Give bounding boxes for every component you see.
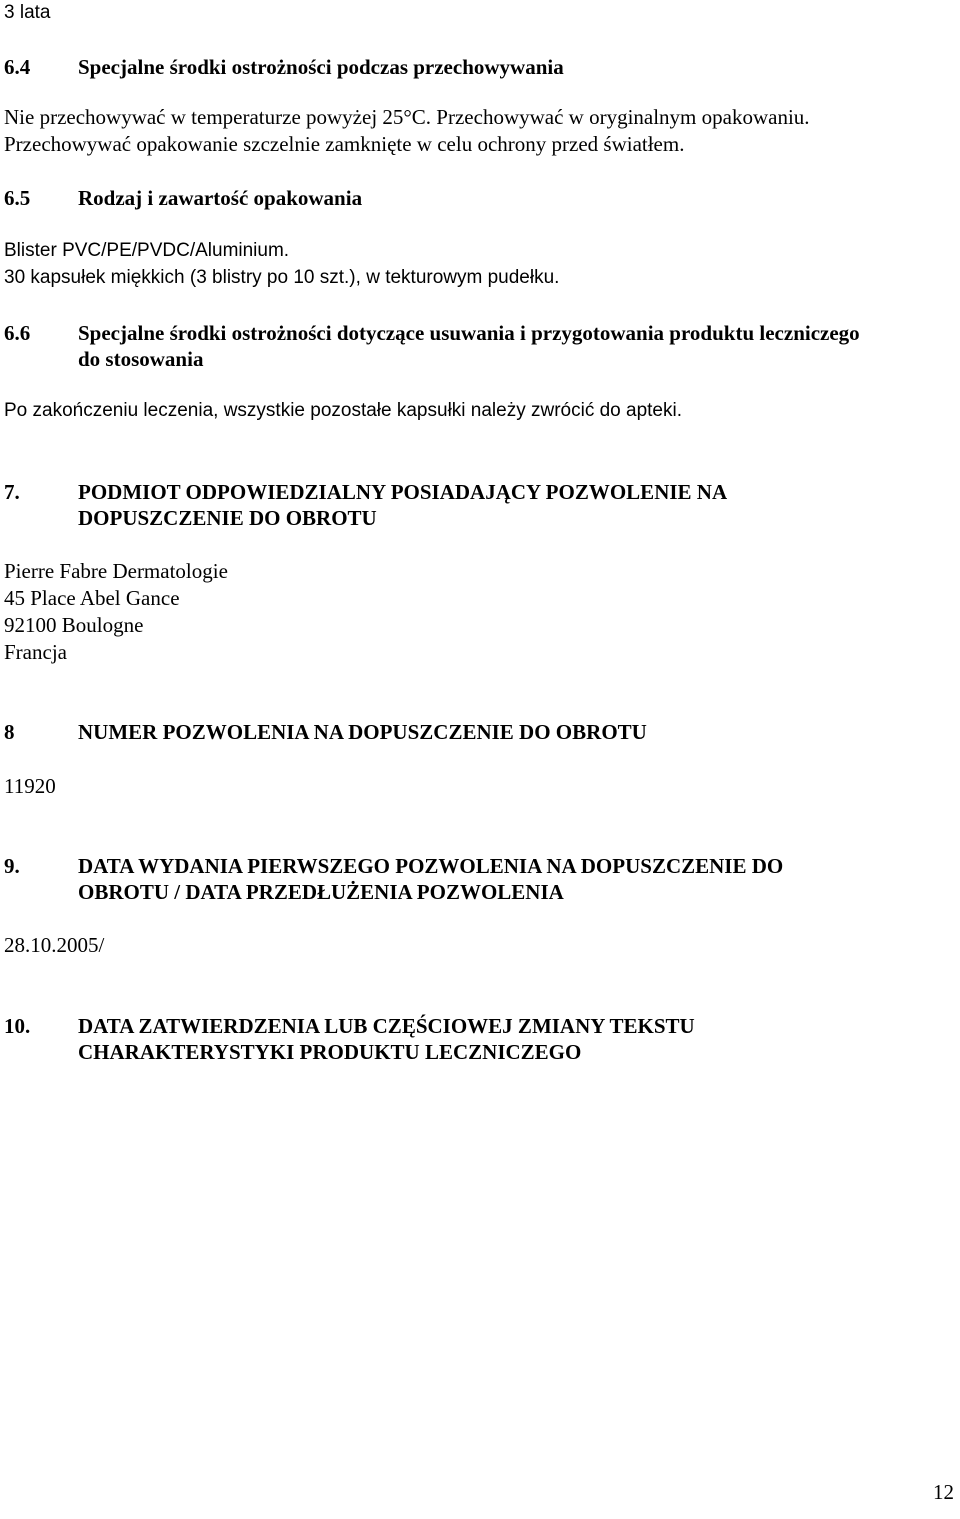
package-text-line-2: 30 kapsułek miękkich (3 blistry po 10 szt.), w tekturowym pudełku. [4, 267, 560, 288]
authorization-date: 28.10.2005/ [4, 933, 105, 957]
section-6-4-heading [4, 54, 954, 80]
section-number: 7. [4, 480, 20, 504]
section-10-heading [4, 1013, 954, 1065]
section-6-6-heading [4, 320, 954, 372]
section-title-line-1: DATA ZATWIERDZENIA LUB CZĘŚCIOWEJ ZMIANY TEKSTU [78, 1014, 695, 1038]
authorization-number: 11920 [4, 774, 56, 798]
section-6-5-heading [4, 185, 954, 211]
shelf-life-text: 3 lata [4, 2, 51, 23]
section-title-line-2: DOPUSZCZENIE DO OBROTU [78, 506, 377, 530]
section-8-heading [4, 719, 954, 745]
section-title: Rodzaj i zawartość opakowania [78, 186, 363, 210]
section-number: 9. [4, 854, 20, 878]
section-title: NUMER POZWOLENIA NA DOPUSZCZENIE DO OBROTU [78, 720, 647, 744]
section-title-line-2: do stosowania [78, 347, 204, 371]
storage-text-line-1: Nie przechowywać w temperaturze powyżej 25°C. Przechowywać w oryginalnym opakowaniu. [4, 105, 810, 129]
section-title-line-1: Specjalne środki ostrożności dotyczące usuwania i przygotowania produktu leczniczego [78, 321, 860, 345]
package-text-line-1: Blister PVC/PE/PVDC/Aluminium. [4, 240, 290, 261]
disposal-text: Po zakończeniu leczenia, wszystkie pozostałe kapsułki należy zwrócić do apteki. [4, 400, 682, 421]
section-number: 6.5 [4, 186, 31, 210]
address-line-1: Pierre Fabre Dermatologie [4, 559, 228, 583]
section-number: 8 [4, 720, 15, 744]
section-7-heading [4, 479, 954, 531]
address-line-2: 45 Place Abel Gance [4, 586, 180, 610]
section-number: 6.6 [4, 321, 31, 345]
section-title-line-1: DATA WYDANIA PIERWSZEGO POZWOLENIA NA DOPUSZCZENIE DO [78, 854, 784, 878]
page-number: 12 [933, 1480, 954, 1504]
address-line-3: 92100 Boulogne [4, 613, 144, 637]
section-title: Specjalne środki ostrożności podczas przechowywania [78, 55, 564, 79]
section-9-heading [4, 853, 954, 905]
section-title-line-2: OBROTU / DATA PRZEDŁUŻENIA POZWOLENIA [78, 880, 564, 904]
section-number: 10. [4, 1014, 31, 1038]
section-title-line-1: PODMIOT ODPOWIEDZIALNY POSIADAJĄCY POZWOLENIE NA [78, 480, 728, 504]
section-title-line-2: CHARAKTERYSTYKI PRODUKTU LECZNICZEGO [78, 1040, 582, 1064]
storage-text-line-2: Przechowywać opakowanie szczelnie zamknięte w celu ochrony przed światłem. [4, 132, 685, 156]
address-line-4: Francja [4, 640, 67, 664]
section-number: 6.4 [4, 55, 31, 79]
